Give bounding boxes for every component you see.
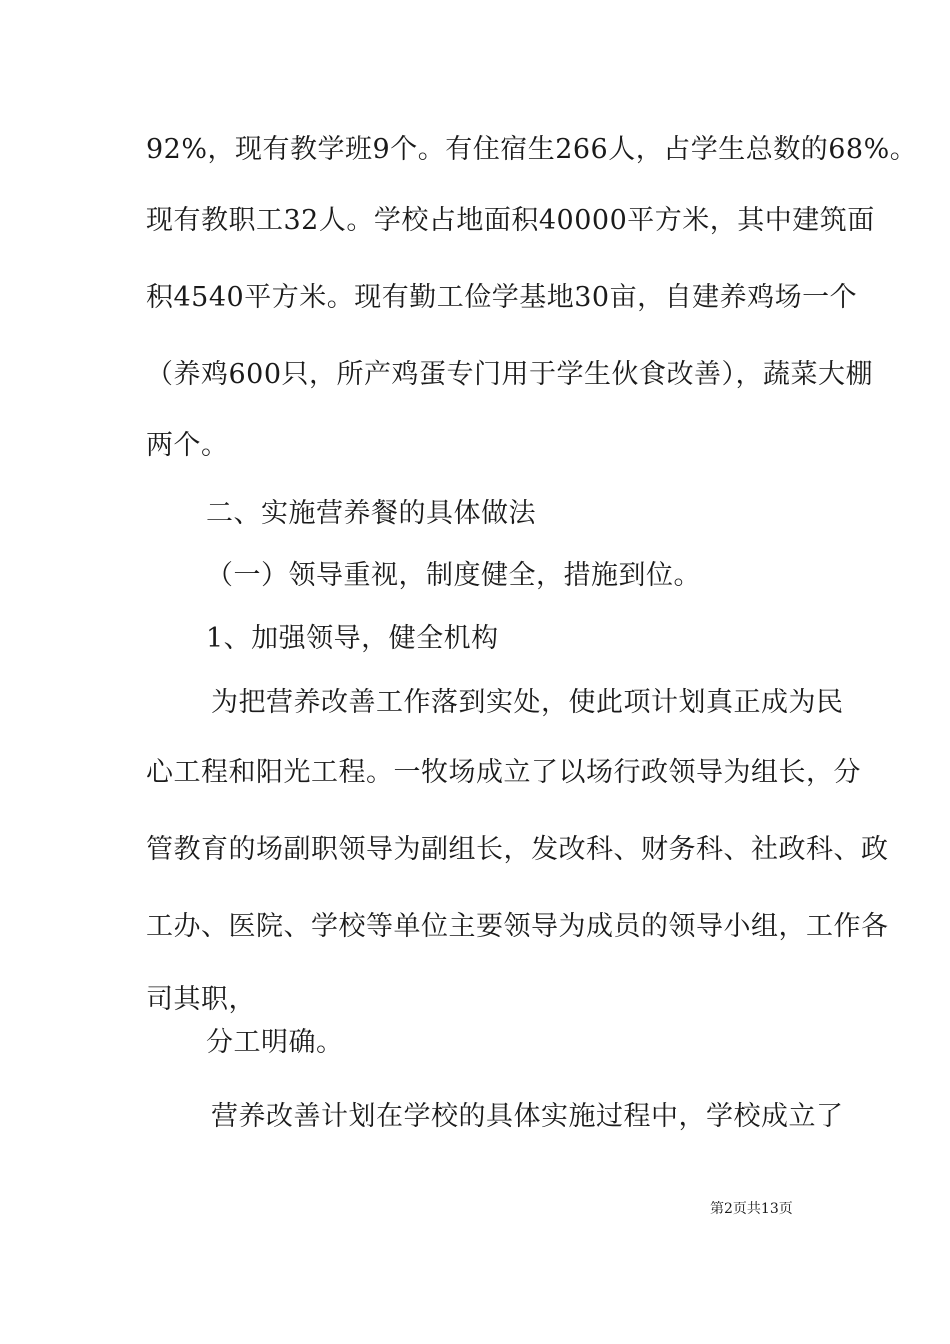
subsection-heading: （一）领导重视，制度健全，措施到位。 [206,560,701,591]
paragraph-line: 工办、医院、学校等单位主要领导为成员的领导小组，工作各 [146,911,889,942]
paragraph-line: 积4540平方米。现有勤工俭学基地30亩，自建养鸡场一个 [146,282,858,313]
paragraph-line: 分工明确。 [206,1027,344,1058]
paragraph-line: 现有教职工32人。学校占地面积40000平方米，其中建筑面 [146,205,875,236]
item-heading: 1、加强领导，健全机构 [206,623,499,654]
paragraph-line: 营养改善计划在学校的具体实施过程中，学校成立了 [211,1101,844,1132]
page-number-footer: 第2页共13页 [710,1201,793,1217]
paragraph-line: 司其职， [146,984,256,1015]
paragraph-line: 92%，现有教学班9个。有住宿生266人，占学生总数的68%。 [146,134,918,165]
paragraph-line: 管教育的场副职领导为副组长，发改科、财务科、社政科、政 [146,834,889,865]
section-heading: 二、实施营养餐的具体做法 [206,498,536,529]
paragraph-line: 为把营养改善工作落到实处，使此项计划真正成为民 [211,687,844,718]
paragraph-line: 两个。 [146,430,229,461]
paragraph-line: 心工程和阳光工程。一牧场成立了以场行政领导为组长，分 [146,757,861,788]
paragraph-line: （养鸡600只，所产鸡蛋专门用于学生伙食改善），蔬菜大棚 [146,359,874,390]
